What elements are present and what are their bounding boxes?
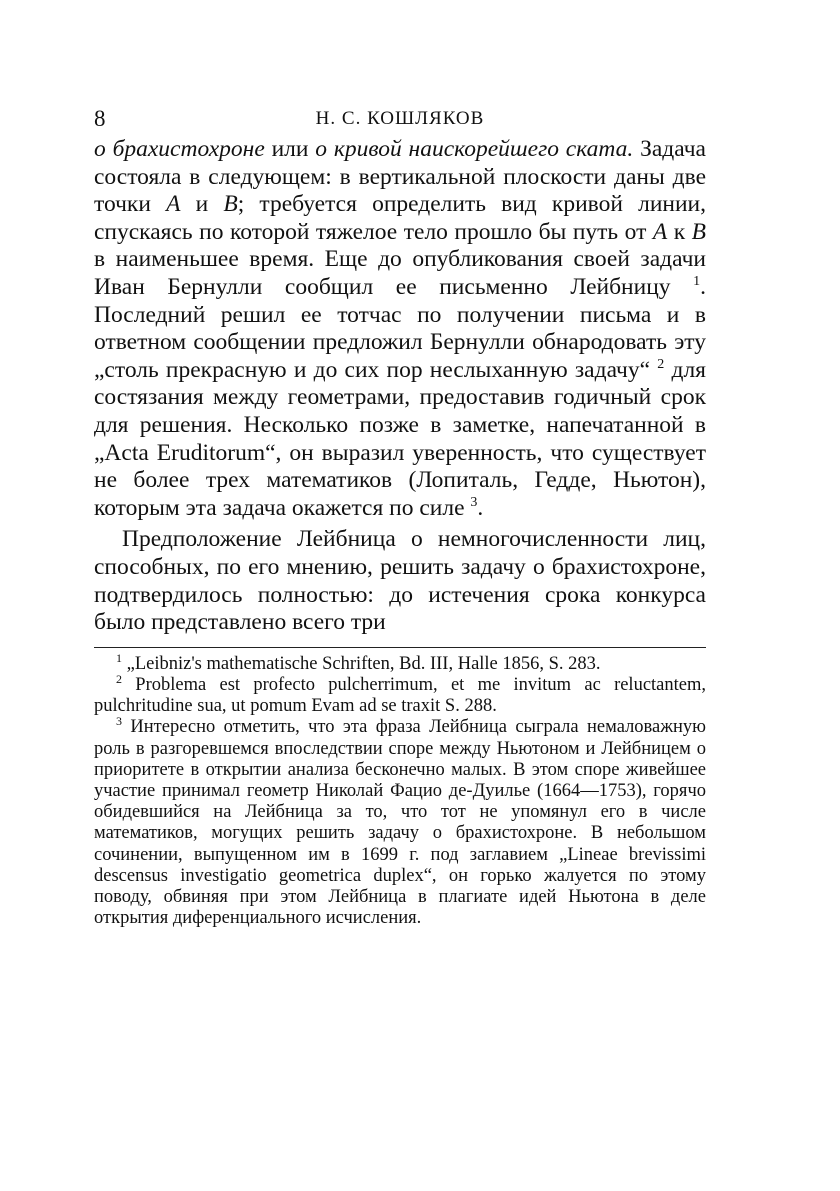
footnote-ref-2: 2 <box>657 356 665 372</box>
footnote-1 <box>94 650 706 675</box>
point-a: A <box>652 218 668 245</box>
text-fragment: к <box>667 218 692 245</box>
footnote-text: Интересно отметить, что эта фраза Лейбница сыграла немаловажную роль в разгоревшемся впоследствии споре между Ньютоном и Лейбницем о приоритете в открытии анализа бесконечно малых. В этом споре живейшее участие принимал геометр Николай Фацио де-Дуилье (1664—1753), горячо обидевшийся на Лейбница за то, что тот не упомянул его в числе математиков, могущих решить задачу о брахистохроне. В небольшом сочинении, выпущенном им в 1699 г. под заглавием „Lineae brevissimi descensus investigatio geometrica duplex“, он горько жалуется по этому поводу, обвиняя при этом Лейбница в плагиате идей Ньютона в деле открытия диференциального исчисления. <box>94 717 707 929</box>
footnote-mark: 2 <box>116 671 122 686</box>
footnote-mark: 3 <box>116 714 122 729</box>
main-text <box>94 136 706 637</box>
paragraph-2: Предположение Лейбница о немногочисленности лиц, способных, по его мнению, решить задачу о брахистохроне, подтвердилось полностью: до истечения срока конкурса было представлено всего три <box>94 526 706 636</box>
page-number: 8 <box>94 106 106 131</box>
text-fragment: о кривой наискорейшего ската. <box>315 136 634 162</box>
text-fragment: Задача состояла в следующем: в вертикальной плоскости даны две точки <box>94 136 706 218</box>
footnote-divider <box>94 647 706 648</box>
point-b: B <box>691 218 707 245</box>
text-fragment: и <box>180 191 224 218</box>
paragraph-1 <box>94 136 706 522</box>
footnote-text: Problema est profecto pulcherrimum, et me invitum ac reluctantem, pulchritudine sua, ut pomum Evam ad se traxit S. 288. <box>94 674 707 717</box>
text-fragment: о брахистохроне <box>94 136 265 162</box>
running-head: Н. С. КОШЛЯКОВ <box>315 108 485 129</box>
point-a: A <box>166 191 181 218</box>
page-header <box>94 100 706 136</box>
point-b: B <box>223 191 238 218</box>
footnote-text: „Leibniz's mathematische Schriften, Bd. III, Halle 1856, S. 283. <box>126 653 601 674</box>
footnote-ref-1: 1 <box>693 274 701 290</box>
text-fragment: ; требуется определить вид кривой линии, спускаясь по которой тяжелое тело прошло бы путь от <box>94 191 706 245</box>
footnote-mark: 1 <box>116 650 122 665</box>
footnote-ref-3: 3 <box>470 494 478 510</box>
footnote-2 <box>94 671 707 717</box>
text-fragment: . <box>477 494 484 521</box>
book-page <box>94 100 706 929</box>
text-fragment: в наименьшее время. Еще до опубликования своей задачи Иван Бернулли сообщил ее письменно Лейбницу <box>94 246 706 300</box>
text-fragment: для состязания между геометрами, предоставив годичный срок для решения. Несколько позже в заметке, напечатанной в „Acta Eruditorum“, он выразил уверенность, что существует не более трех математиков (Лопиталь, Гедде, Ньютон), которым эта задача окажется по силе <box>94 356 706 521</box>
footnote-3 <box>94 714 707 929</box>
footnotes <box>94 650 707 930</box>
text-fragment: или <box>264 136 316 162</box>
text-fragment: . Последний решил ее тотчас по получении письма и в ответном сообщении предложил Бернулли обнародовать эту „столь прекрасную и до сих пор неслыханную задачу“ <box>94 273 706 383</box>
